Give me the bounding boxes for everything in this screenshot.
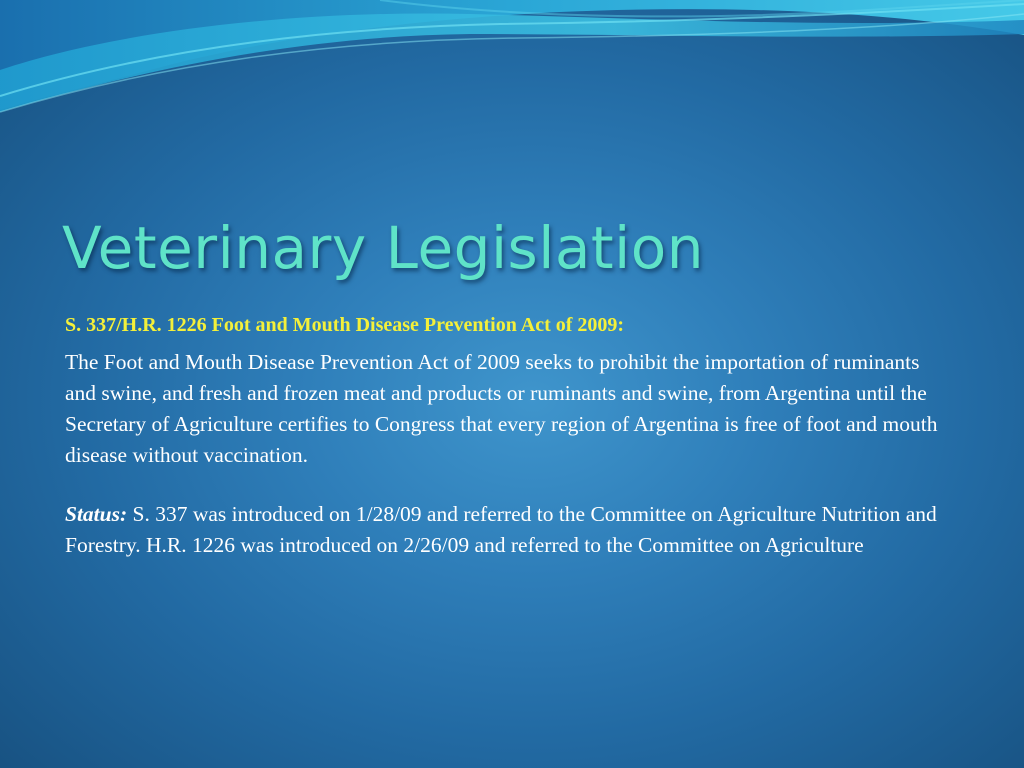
slide-title: Veterinary Legislation [62,214,705,282]
bill-status [65,499,945,561]
status-text: S. 337 was introduced on 1/28/09 and referred to the Committee on Agriculture Nutrition and Forestry. H.R. 1226 was introduced on 2/26/09 and referred to the Committee on Agriculture [65,502,937,557]
bill-description: The Foot and Mouth Disease Prevention Act of 2009 seeks to prohibit the importation of ruminants and swine, and fresh and frozen meat and products or ruminants and swine, from Argentina until the Secretary of Agriculture certifies to Congress that every region of Argentina is free of foot and mouth disease without vaccination. [65,350,938,467]
slide-body [65,311,945,589]
wave-header-decoration [0,0,1024,130]
bill-subheading: S. 337/H.R. 1226 Foot and Mouth Disease Prevention Act of 2009: [65,314,625,336]
status-label: Status: [65,502,128,526]
